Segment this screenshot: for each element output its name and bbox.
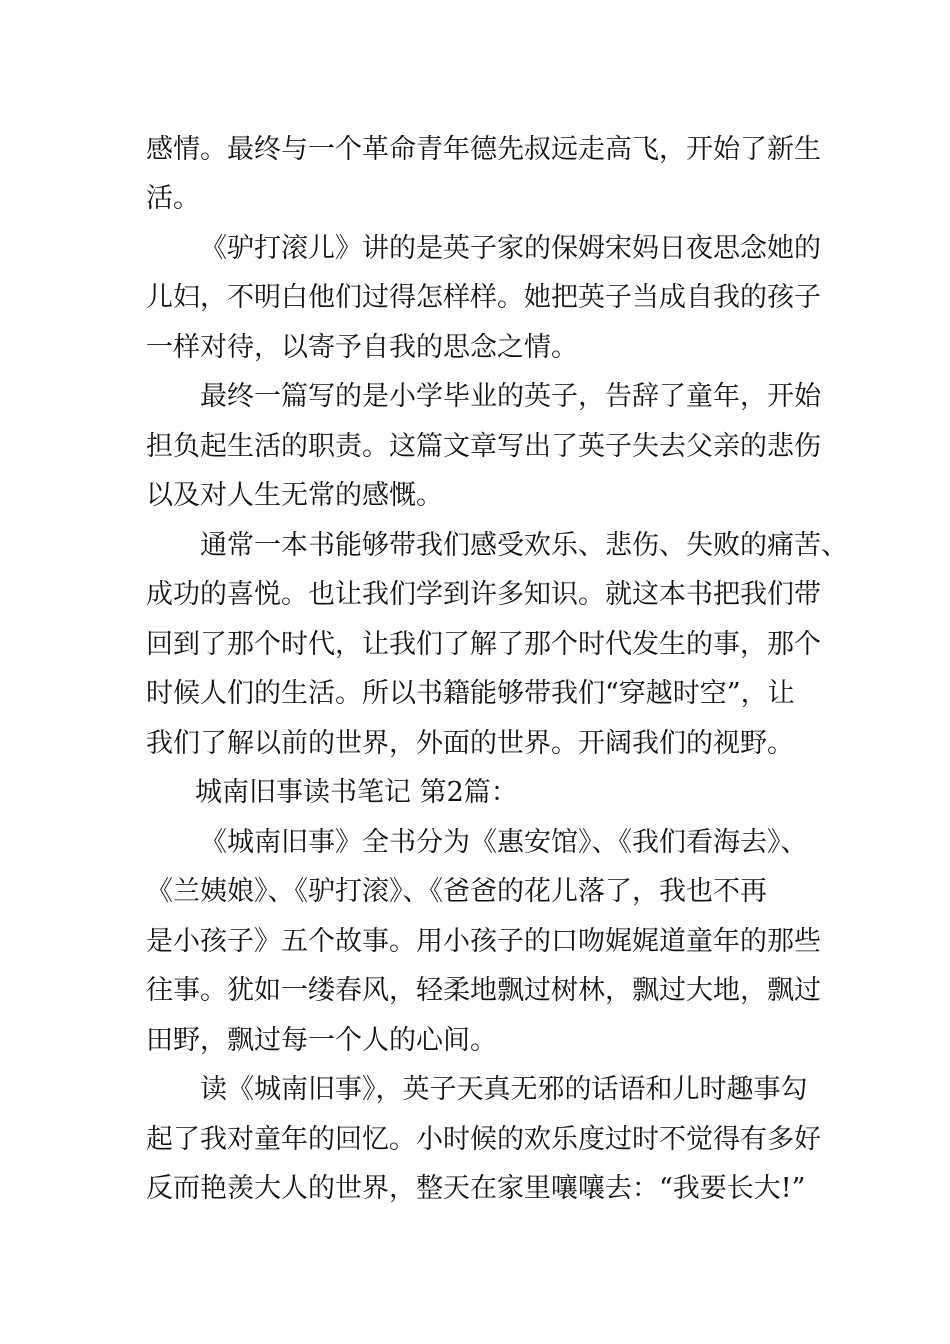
text-line: 时候人们的生活。所以书籍能够带我们“穿越时空”，让 xyxy=(146,678,795,709)
paragraph-start-line: 《驴打滚儿》讲的是英子家的保姆宋妈日夜思念她的 xyxy=(200,233,821,264)
text-line: 儿妇，不明白他们过得怎样样。她把英子当成自我的孩子 xyxy=(146,282,821,313)
paragraph-start-line: 读《城南旧事》，英子天真无邪的话语和儿时趣事勾 xyxy=(200,1074,808,1105)
text-line: 以及对人生无常的感慨。 xyxy=(146,480,443,511)
text-line: 感情。最终与一个革命青年德先叔远走高飞，开始了新生 xyxy=(146,134,821,165)
text-line: 《兰姨娘》、《驴打滚》、《爸爸的花儿落了，我也不再 xyxy=(146,876,767,907)
text-line: 起了我对童年的回忆。小时候的欢乐度过时不觉得有多好 xyxy=(146,1124,821,1155)
text-line: 田野，飘过每一个人的心间。 xyxy=(146,1025,497,1056)
text-line: 是小孩子》五个故事。用小孩子的口吻娓娓道童年的那些 xyxy=(146,926,821,957)
text-line: 反而艳羡大人的世界，整天在家里嚷嚷去：“我要长大!” xyxy=(146,1173,806,1204)
text-line: 往事。犹如一缕春风，轻柔地飘过树林，飘过大地，飘过 xyxy=(146,975,821,1006)
paragraph-start-line: 通常一本书能够带我们感受欢乐、悲伤、失败的痛苦、 xyxy=(200,530,848,561)
paragraph-start-line: 《城南旧事》全书分为《惠安馆》、《我们看海去》、 xyxy=(200,827,808,858)
paragraph-start-line: 最终一篇写的是小学毕业的英子，告辞了童年，开始 xyxy=(200,381,821,412)
text-line: 担负起生活的职责。这篇文章写出了英子失去父亲的悲伤 xyxy=(146,431,821,462)
text-line: 活。 xyxy=(146,183,200,214)
text-line: 一样对待，以寄予自我的思念之情。 xyxy=(146,332,578,363)
text-line: 回到了那个时代，让我们了解了那个时代发生的事，那个 xyxy=(146,629,821,660)
text-line: 我们了解以前的世界，外面的世界。开阔我们的视野。 xyxy=(146,728,794,759)
text-line: 成功的喜悦。也让我们学到许多知识。就这本书把我们带 xyxy=(146,579,821,610)
section-heading: 城南旧事读书笔记 第2篇： xyxy=(195,777,518,808)
